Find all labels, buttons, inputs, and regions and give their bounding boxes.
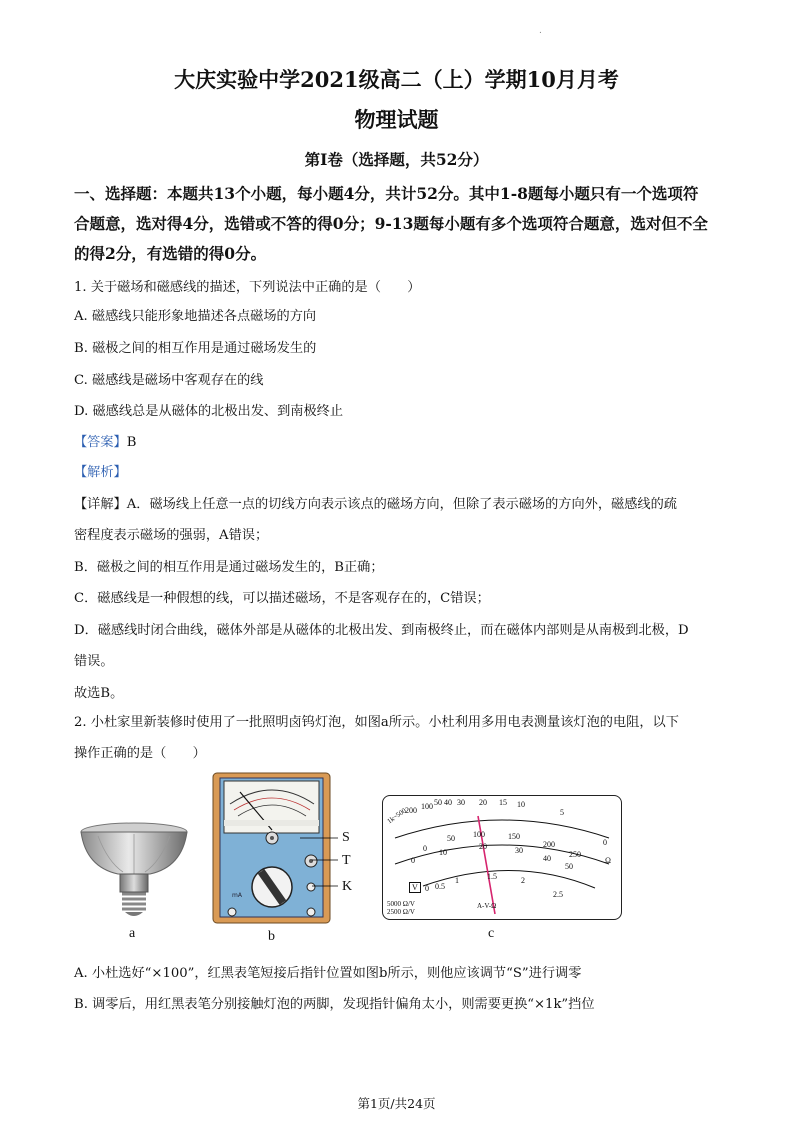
- dc-mark-250: 250: [569, 850, 581, 859]
- meter-scale-arcs: [383, 796, 621, 919]
- v-mark-25: 2.5: [553, 890, 563, 899]
- meter-center-label: A-V-Ω: [477, 902, 497, 910]
- answer-value: B: [126, 435, 137, 450]
- figure-c-label: c: [488, 926, 495, 941]
- ohm-mark-10: 10: [517, 800, 525, 809]
- halogen-lamp-figure: [78, 822, 190, 922]
- detail-tag: 【详解】: [74, 497, 127, 512]
- ohm-mark-5: 5: [560, 808, 564, 817]
- q2-option-a: A. 小杜选好“×100”，红黑表笔短接后指针位置如图b所示，则他应该调节“S”进行调零: [74, 966, 582, 981]
- q1-option-c: C. 磁感线是磁场中客观存在的线: [74, 373, 264, 388]
- q1-detail-line4: C．磁感线是一种假想的线，可以描述磁场，不是客观存在的，C错误；: [74, 591, 490, 606]
- ohm-mark-20: 20: [479, 798, 487, 807]
- ac-mark-20: 20: [479, 842, 487, 851]
- ohm-mark-15: 15: [499, 798, 507, 807]
- ohm-mark-100: 100: [421, 802, 433, 811]
- q1-detail-line2: 密程度表示磁场的强弱，A错误；: [74, 528, 269, 543]
- q2-stem-line1: 2. 小杜家里新装修时使用了一批照明卤钨灯泡，如图a所示。小杜利用多用电表测量该灯泡的电阻，以下: [74, 715, 679, 730]
- page-footer: 第1页/共24页: [357, 1096, 436, 1111]
- ac-mark-30: 30: [515, 846, 523, 855]
- dc-mark-50: 50: [447, 834, 455, 843]
- label-k: K: [342, 879, 353, 894]
- meter-spec-5000: 5000 Ω/V: [387, 900, 415, 908]
- detail-text-1: A．磁场线上任意一点的切线方向表示该点的磁场方向，但除了表示磁场的方向外，磁感线的疏: [126, 497, 677, 512]
- ohm-mark-1k: 1k~500: [385, 806, 408, 826]
- meter-scale-figure: [382, 795, 622, 920]
- q1-option-a: A. 磁感线只能形象地描述各点磁场的方向: [74, 309, 317, 324]
- part-heading: 第Ⅰ卷（选择题，共52分）: [304, 150, 489, 169]
- meter-spec-2500: 2500 Ω/V: [387, 908, 415, 916]
- top-dot-mark: .: [539, 26, 542, 36]
- dc-mark-200: 200: [543, 840, 555, 849]
- q1-stem: 1. 关于磁场和磁感线的描述，下列说法中正确的是（ ）: [74, 280, 421, 295]
- label-s: S: [342, 830, 350, 845]
- ohm-unit: Ω: [605, 856, 611, 865]
- q1-option-b: B. 磁极之间的相互作用是通过磁场发生的: [74, 341, 317, 356]
- v-label: V: [409, 882, 421, 893]
- v-mark-1: 1: [455, 876, 459, 885]
- q1-detail-line6: 错误。: [74, 654, 114, 669]
- section-instruction-line1: 一、选择题：本题共13个小题，每小题4分，共计52分。其中1-8题每小题只有一个选项符: [74, 184, 699, 203]
- q1-option-d: D. 磁感线总是从磁体的北极出发、到南极终止: [74, 404, 344, 419]
- section-instruction-line3: 的得2分，有选错的得0分。: [74, 244, 267, 263]
- analysis-tag: 【解析】: [74, 465, 127, 480]
- ohm-mark-50: 50: [434, 798, 442, 807]
- dc-mark-150: 150: [508, 832, 520, 841]
- ac-mark-10: 10: [439, 848, 447, 857]
- multimeter-leader-lines: [300, 830, 340, 900]
- ohm-mark-200: 200: [405, 806, 417, 815]
- ac-mark-40: 40: [543, 854, 551, 863]
- q1-detail-line7: 故选B。: [74, 686, 124, 701]
- figure-a-label: a: [129, 926, 136, 941]
- q2-option-b: B. 调零后，用红黑表笔分别接触灯泡的两脚，发现指针偏角太小，则需要更换“×1k”挡位: [74, 997, 595, 1012]
- q1-detail-line3: B．磁极之间的相互作用是通过磁场发生的，B正确；: [74, 560, 384, 575]
- exam-subtitle: 物理试题: [354, 107, 439, 132]
- ac-mark-0: 0: [411, 856, 415, 865]
- ohm-mark-30: 30: [457, 798, 465, 807]
- dc-mark-100: 100: [473, 830, 485, 839]
- q1-answer-line: [74, 431, 136, 450]
- ohm-mark-40: 40: [444, 798, 452, 807]
- v-mark-15: 1.5: [487, 872, 497, 881]
- q2-stem-line2: 操作正确的是（ ）: [74, 746, 206, 761]
- ac-mark-50: 50: [565, 862, 573, 871]
- answer-tag: 【答案】: [74, 435, 127, 450]
- svg-text:mA: mA: [232, 892, 242, 899]
- q1-detail-line1: [74, 493, 677, 512]
- figure-b-label: b: [268, 929, 275, 944]
- v-mark-0: 0: [425, 884, 429, 893]
- v-mark-05: 0.5: [435, 882, 445, 891]
- section-instruction-line2: 合题意，选对得4分，选错或不答的得0分；9-13题每小题有多个选项符合题意，选对但不全: [74, 214, 708, 233]
- q1-detail-line5: D．磁感线时闭合曲线，磁体外部是从磁体的北极出发、到南极终止，而在磁体内部则是从南极到北极，D: [74, 623, 689, 638]
- exam-title: 大庆实验中学2021级高二（上）学期10月月考: [174, 67, 619, 92]
- ohm-mark-0: 0: [603, 838, 607, 847]
- dc-mark-0: 0: [423, 844, 427, 853]
- label-t: T: [342, 853, 351, 868]
- v-mark-2: 2: [521, 876, 525, 885]
